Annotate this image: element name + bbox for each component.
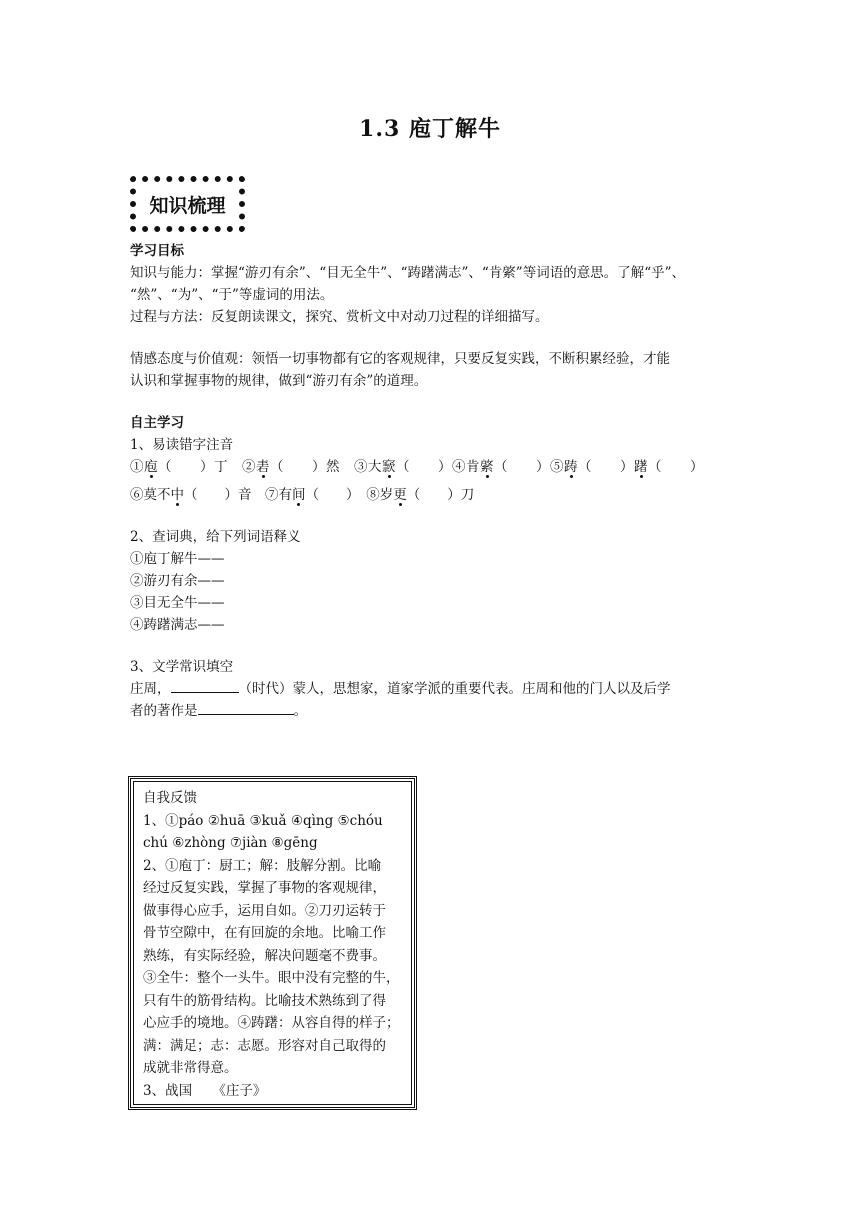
objective-knowledge-line-1: 知识与能力：掌握“游刃有余”、“目无全牛”、“踌躇满志”、“肯綮”等词语的意思。了解“乎”、	[130, 265, 686, 281]
feedback-line: 1、①páo ②huā ③kuǎ ④qìng ⑤chóu	[143, 812, 383, 829]
feedback-box	[128, 776, 417, 1110]
definition-item: ②游刃有余——	[130, 573, 225, 589]
literature-fill-line-2: 者的著作是 。	[130, 700, 732, 722]
pinyin-line-1: ①庖（ ）丁 ②砉（ ）然 ③大窾（ ）④肯綮（ ）⑤踌（ ）躇（ ）	[130, 459, 704, 475]
feedback-line: 只有牛的筋骨结构。比喻技术熟练到了得	[143, 992, 386, 1009]
feedback-line: 成就非常得意。	[143, 1060, 238, 1076]
objectives-heading: 学习目标	[130, 243, 184, 259]
study-content	[130, 240, 732, 722]
feedback-heading: 自我反馈	[143, 790, 197, 806]
definition-item: ④踌躇满志——	[130, 617, 225, 633]
feedback-line: ③全牛：整个一头牛。眼中没有完整的牛，	[143, 970, 400, 986]
question-1-title: 1、易读错字注音	[130, 437, 234, 453]
feedback-line: 骨节空隙中，在有回旋的余地。比喻工作	[143, 925, 386, 941]
work-blank[interactable]	[198, 700, 294, 715]
feedback-line: 做事得心应手，运用自如。②刀刃运转于	[143, 902, 386, 919]
self-study-heading: 自主学习	[130, 415, 184, 431]
feedback-line: chú ⑥zhòng ⑦jiàn ⑧gēng	[143, 835, 318, 851]
feedback-line: 经过反复实践，掌握了事物的客观规律，	[143, 880, 386, 896]
page-title: 1.3 庖丁解牛	[359, 116, 501, 142]
feedback-line: 熟练，有实际经验，解决问题毫不费事。	[143, 947, 386, 964]
objective-emotion-line-1: 情感态度与价值观：领悟一切事物都有它的客观规律，只要反复实践，不断积累经验，才能	[130, 351, 670, 367]
question-2-title: 2、查词典，给下列词语释义	[130, 529, 301, 545]
era-blank[interactable]	[171, 678, 239, 693]
definition-item: ③目无全牛——	[130, 595, 225, 611]
pinyin-line-2: ⑥莫不中（ ）音 ⑦有间（ ） ⑧岁更（ ）刀	[130, 487, 475, 503]
section-badge: 知识梳理	[130, 176, 245, 232]
feedback-line: 心应手的境地。④踌躇：从容自得的样子；	[143, 1015, 400, 1031]
definition-item: ①庖丁解牛——	[130, 551, 225, 567]
objective-process: 过程与方法：反复朗读课文，探究、赏析文中对动刀过程的详细描写。	[130, 309, 549, 325]
question-3-title: 3、文学常识填空	[130, 659, 234, 675]
feedback-line: 满：满足；志：志愿。形容对自己取得的	[143, 1037, 386, 1054]
objective-emotion-line-2: 认识和掌握事物的规律，做到“游刃有余”的道理。	[130, 373, 428, 389]
feedback-line: 3、战国 《庄子》	[143, 1082, 267, 1099]
literature-fill-line-1: 庄周， （时代）蒙人，思想家，道家学派的重要代表。庄周和他的门人以及后学	[130, 678, 732, 700]
feedback-line: 2、①庖丁：厨工；解：肢解分割。比喻	[143, 857, 382, 874]
objective-knowledge-line-2: “然”、“为”、“于”等虚词的用法。	[130, 287, 334, 303]
